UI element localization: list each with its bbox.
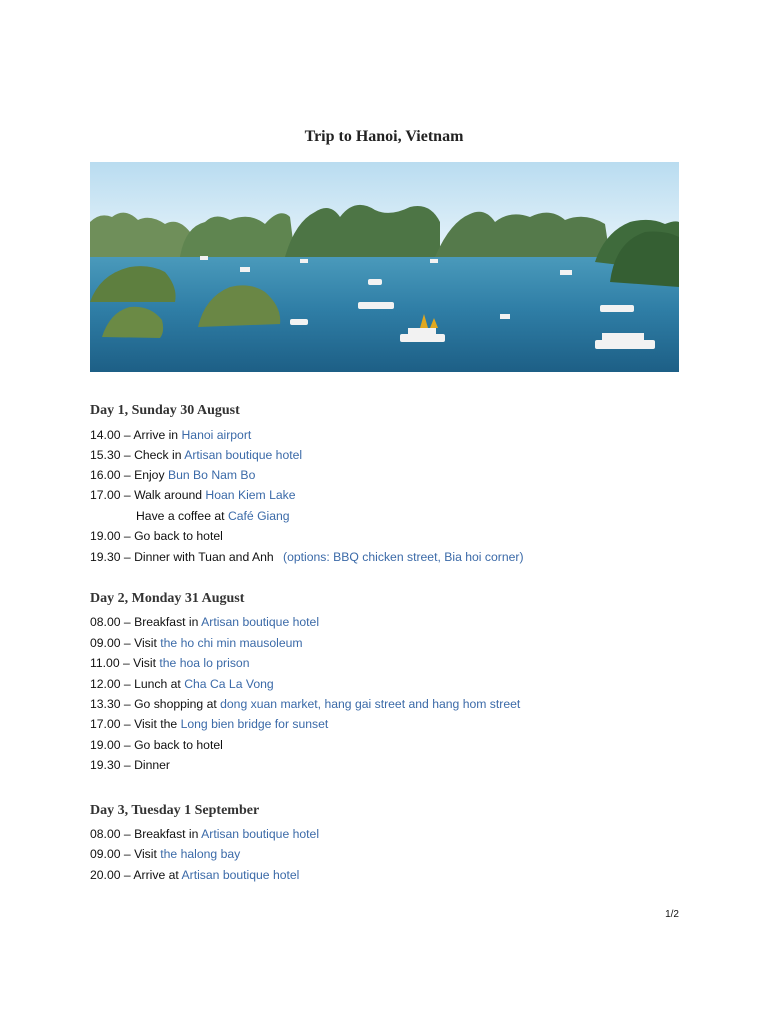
itinerary-line: Have a coffee at Café Giang: [136, 509, 290, 523]
itinerary-line: 12.00 – Lunch at Cha Ca La Vong: [90, 677, 274, 691]
page-title: Trip to Hanoi, Vietnam: [304, 128, 464, 145]
place-link[interactable]: Hanoi airport: [181, 428, 252, 442]
place-link[interactable]: the ho chi min mausoleum: [160, 636, 303, 650]
itinerary-line: 17.00 – Visit the Long bien bridge for sunset: [90, 717, 329, 731]
options-link[interactable]: (options: BBQ chicken street, Bia hoi corner): [283, 550, 524, 564]
itinerary-line: 11.00 – Visit the hoa lo prison: [90, 656, 250, 670]
place-link[interactable]: Artisan boutique hotel: [184, 448, 303, 462]
halong-bay-photo: [90, 162, 679, 372]
itinerary-line: 08.00 – Breakfast in Artisan boutique hotel: [90, 827, 320, 841]
place-link[interactable]: the halong bay: [160, 847, 241, 861]
itinerary-line: 19.00 – Go back to hotel: [90, 738, 223, 752]
itinerary-line: 14.00 – Arrive in Hanoi airport: [90, 428, 252, 442]
itinerary-line: 15.30 – Check in Artisan boutique hotel: [90, 448, 303, 462]
place-link[interactable]: Bun Bo Nam Bo: [167, 468, 256, 482]
place-link[interactable]: Long bien bridge for sunset: [180, 717, 329, 731]
itinerary-line: 20.00 – Arrive at Artisan boutique hotel: [90, 868, 300, 882]
place-link[interactable]: Hoan Kiem Lake: [205, 488, 296, 502]
place-link[interactable]: Cha Ca La Vong: [184, 677, 274, 691]
itinerary-line: 16.00 – Enjoy Bun Bo Nam Bo: [90, 468, 256, 482]
place-link[interactable]: dong xuan market, hang gai street and hang hom street: [220, 697, 521, 711]
itinerary-line: 19.00 – Go back to hotel: [90, 529, 223, 543]
day-heading: Day 3, Tuesday 1 September: [90, 803, 260, 818]
itinerary-line: 17.00 – Walk around Hoan Kiem Lake: [90, 488, 296, 502]
place-link[interactable]: Artisan boutique hotel: [181, 868, 300, 882]
itinerary-line: 19.30 – Dinner with Tuan and Anh (options: BBQ chicken street, Bia hoi corner): [90, 550, 524, 564]
itinerary-line: 09.00 – Visit the halong bay: [90, 847, 241, 861]
itinerary-line: 19.30 – Dinner: [90, 758, 170, 772]
itinerary-line: 08.00 – Breakfast in Artisan boutique hotel: [90, 615, 320, 629]
place-link[interactable]: Artisan boutique hotel: [201, 615, 320, 629]
itinerary-line: 13.30 – Go shopping at dong xuan market, hang gai street and hang hom street: [90, 697, 521, 711]
day-heading: Day 1, Sunday 30 August: [90, 403, 240, 418]
place-link[interactable]: Café Giang: [227, 509, 290, 523]
day-heading: Day 2, Monday 31 August: [90, 591, 245, 606]
place-link[interactable]: Artisan boutique hotel: [201, 827, 320, 841]
page-number: 1/2: [665, 909, 679, 920]
itinerary-line: 09.00 – Visit the ho chi min mausoleum: [90, 636, 303, 650]
place-link[interactable]: the hoa lo prison: [159, 656, 250, 670]
